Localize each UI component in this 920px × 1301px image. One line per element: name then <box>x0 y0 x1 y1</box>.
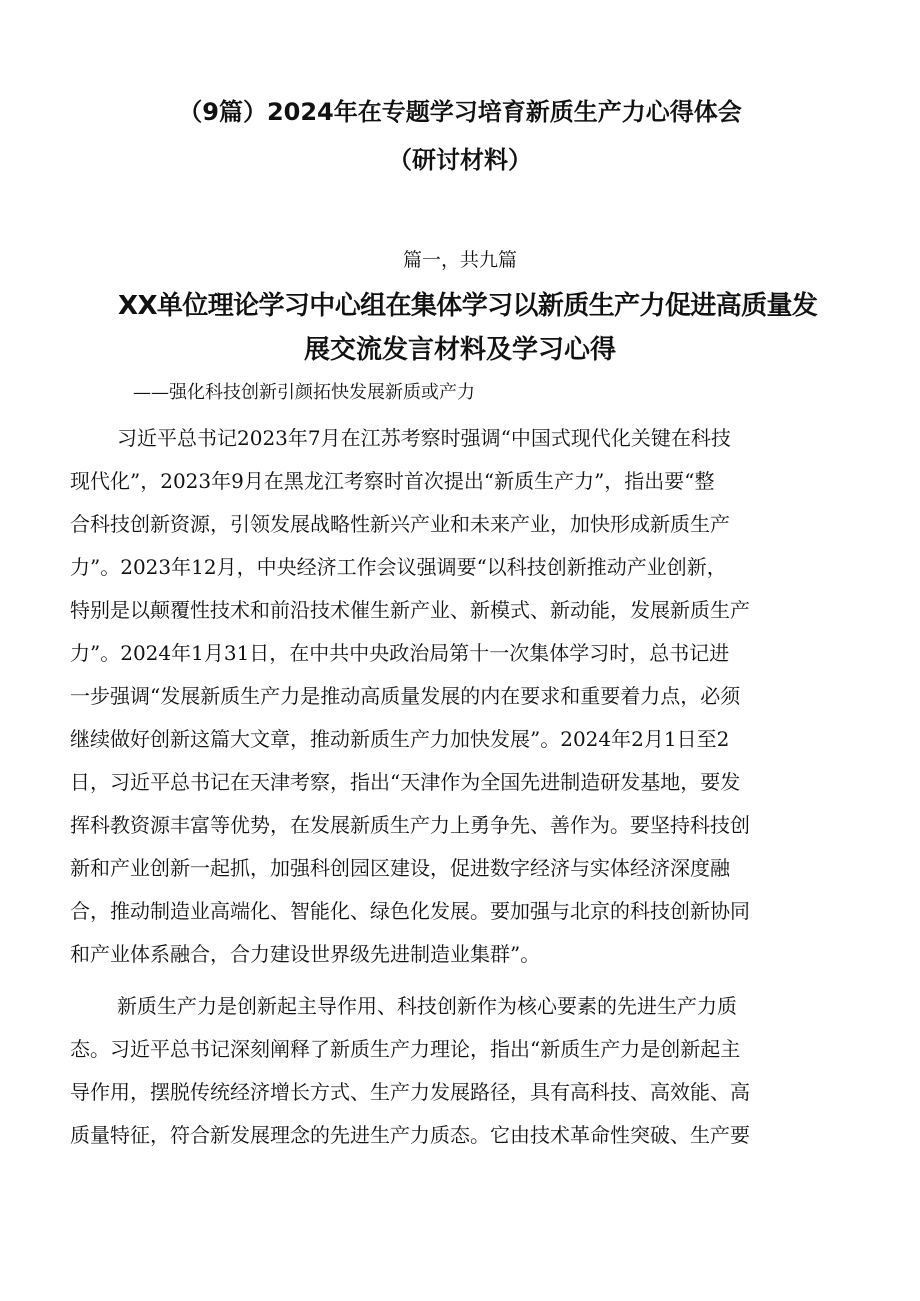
document-title-line-2: （研讨材料） <box>388 146 532 174</box>
paragraph-line: 合科技创新资源，引领发展战略性新兴产业和未来产业，加快形成新质生产 <box>70 512 730 536</box>
paragraph-line: 继续做好创新这篇大文章，推动新质生产力加快发展”。2024年2月1日至2 <box>70 727 730 751</box>
document-title-line-1: （9篇）2024年在专题学习培育新质生产力心得体会 <box>178 98 742 126</box>
paragraph-line: 导作用，摆脱传统经济增长方式、生产力发展路径，具有高科技、高效能、高 <box>70 1080 750 1104</box>
paragraph-line: 质量特征，符合新发展理念的先进生产力质态。它由技术革命性突破、生产要 <box>70 1123 750 1147</box>
paragraph-line: 力”。2023年12月，中央经济工作会议强调要“以科技创新推动产业创新， <box>70 555 727 579</box>
paragraph-line: 挥科教资源丰富等优势，在发展新质生产力上勇争先、善作为。要坚持科技创 <box>70 813 750 837</box>
paragraph-line: 新和产业创新一起抓，加强科创园区建设，促进数字经济与实体经济深度融 <box>70 856 730 880</box>
section-label: 篇一，共九篇 <box>402 249 517 271</box>
article-subtitle: ——强化科技创新引颜拓快发展新质或产力 <box>133 382 475 403</box>
paragraph-line: 一步强调“发展新质生产力是推动高质量发展的内在要求和重要着力点，必须 <box>70 684 741 708</box>
paragraph-line: 态。习近平总书记深刻阐释了新质生产力理论，指出“新质生产力是创新起主 <box>70 1037 741 1061</box>
paragraph-line: 现代化”，2023年9月在黑龙江考察时首次提出“新质生产力”，指出要“整 <box>70 469 715 493</box>
paragraph-line: 和产业体系融合，合力建设世界级先进制造业集群”。 <box>70 942 541 966</box>
article-heading-line-1: XX单位理论学习中心组在集体学习以新质生产力促进高质量发 <box>118 291 818 321</box>
paragraph-line: 特别是以颠覆性技术和前沿技术催生新产业、新模式、新动能，发展新质生产 <box>70 598 750 622</box>
paragraph-line: 合，推动制造业高端化、智能化、绿色化发展。要加强与北京的科技创新协同 <box>70 899 750 923</box>
paragraph-line: 习近平总书记2023年7月在江苏考察时强调“中国式现代化关键在科技 <box>117 426 731 450</box>
paragraph-line: 新质生产力是创新起主导作用、科技创新作为核心要素的先进生产力质 <box>117 994 737 1018</box>
article-heading-line-2: 展交流发言材料及学习心得 <box>303 335 616 365</box>
paragraph-line: 日，习近平总书记在天津考察，指出“天津作为全国先进制造研发基地，要发 <box>70 770 741 794</box>
paragraph-line: 力”。2024年1月31日，在中共中央政治局第十一次集体学习时，总书记进 <box>70 641 730 665</box>
